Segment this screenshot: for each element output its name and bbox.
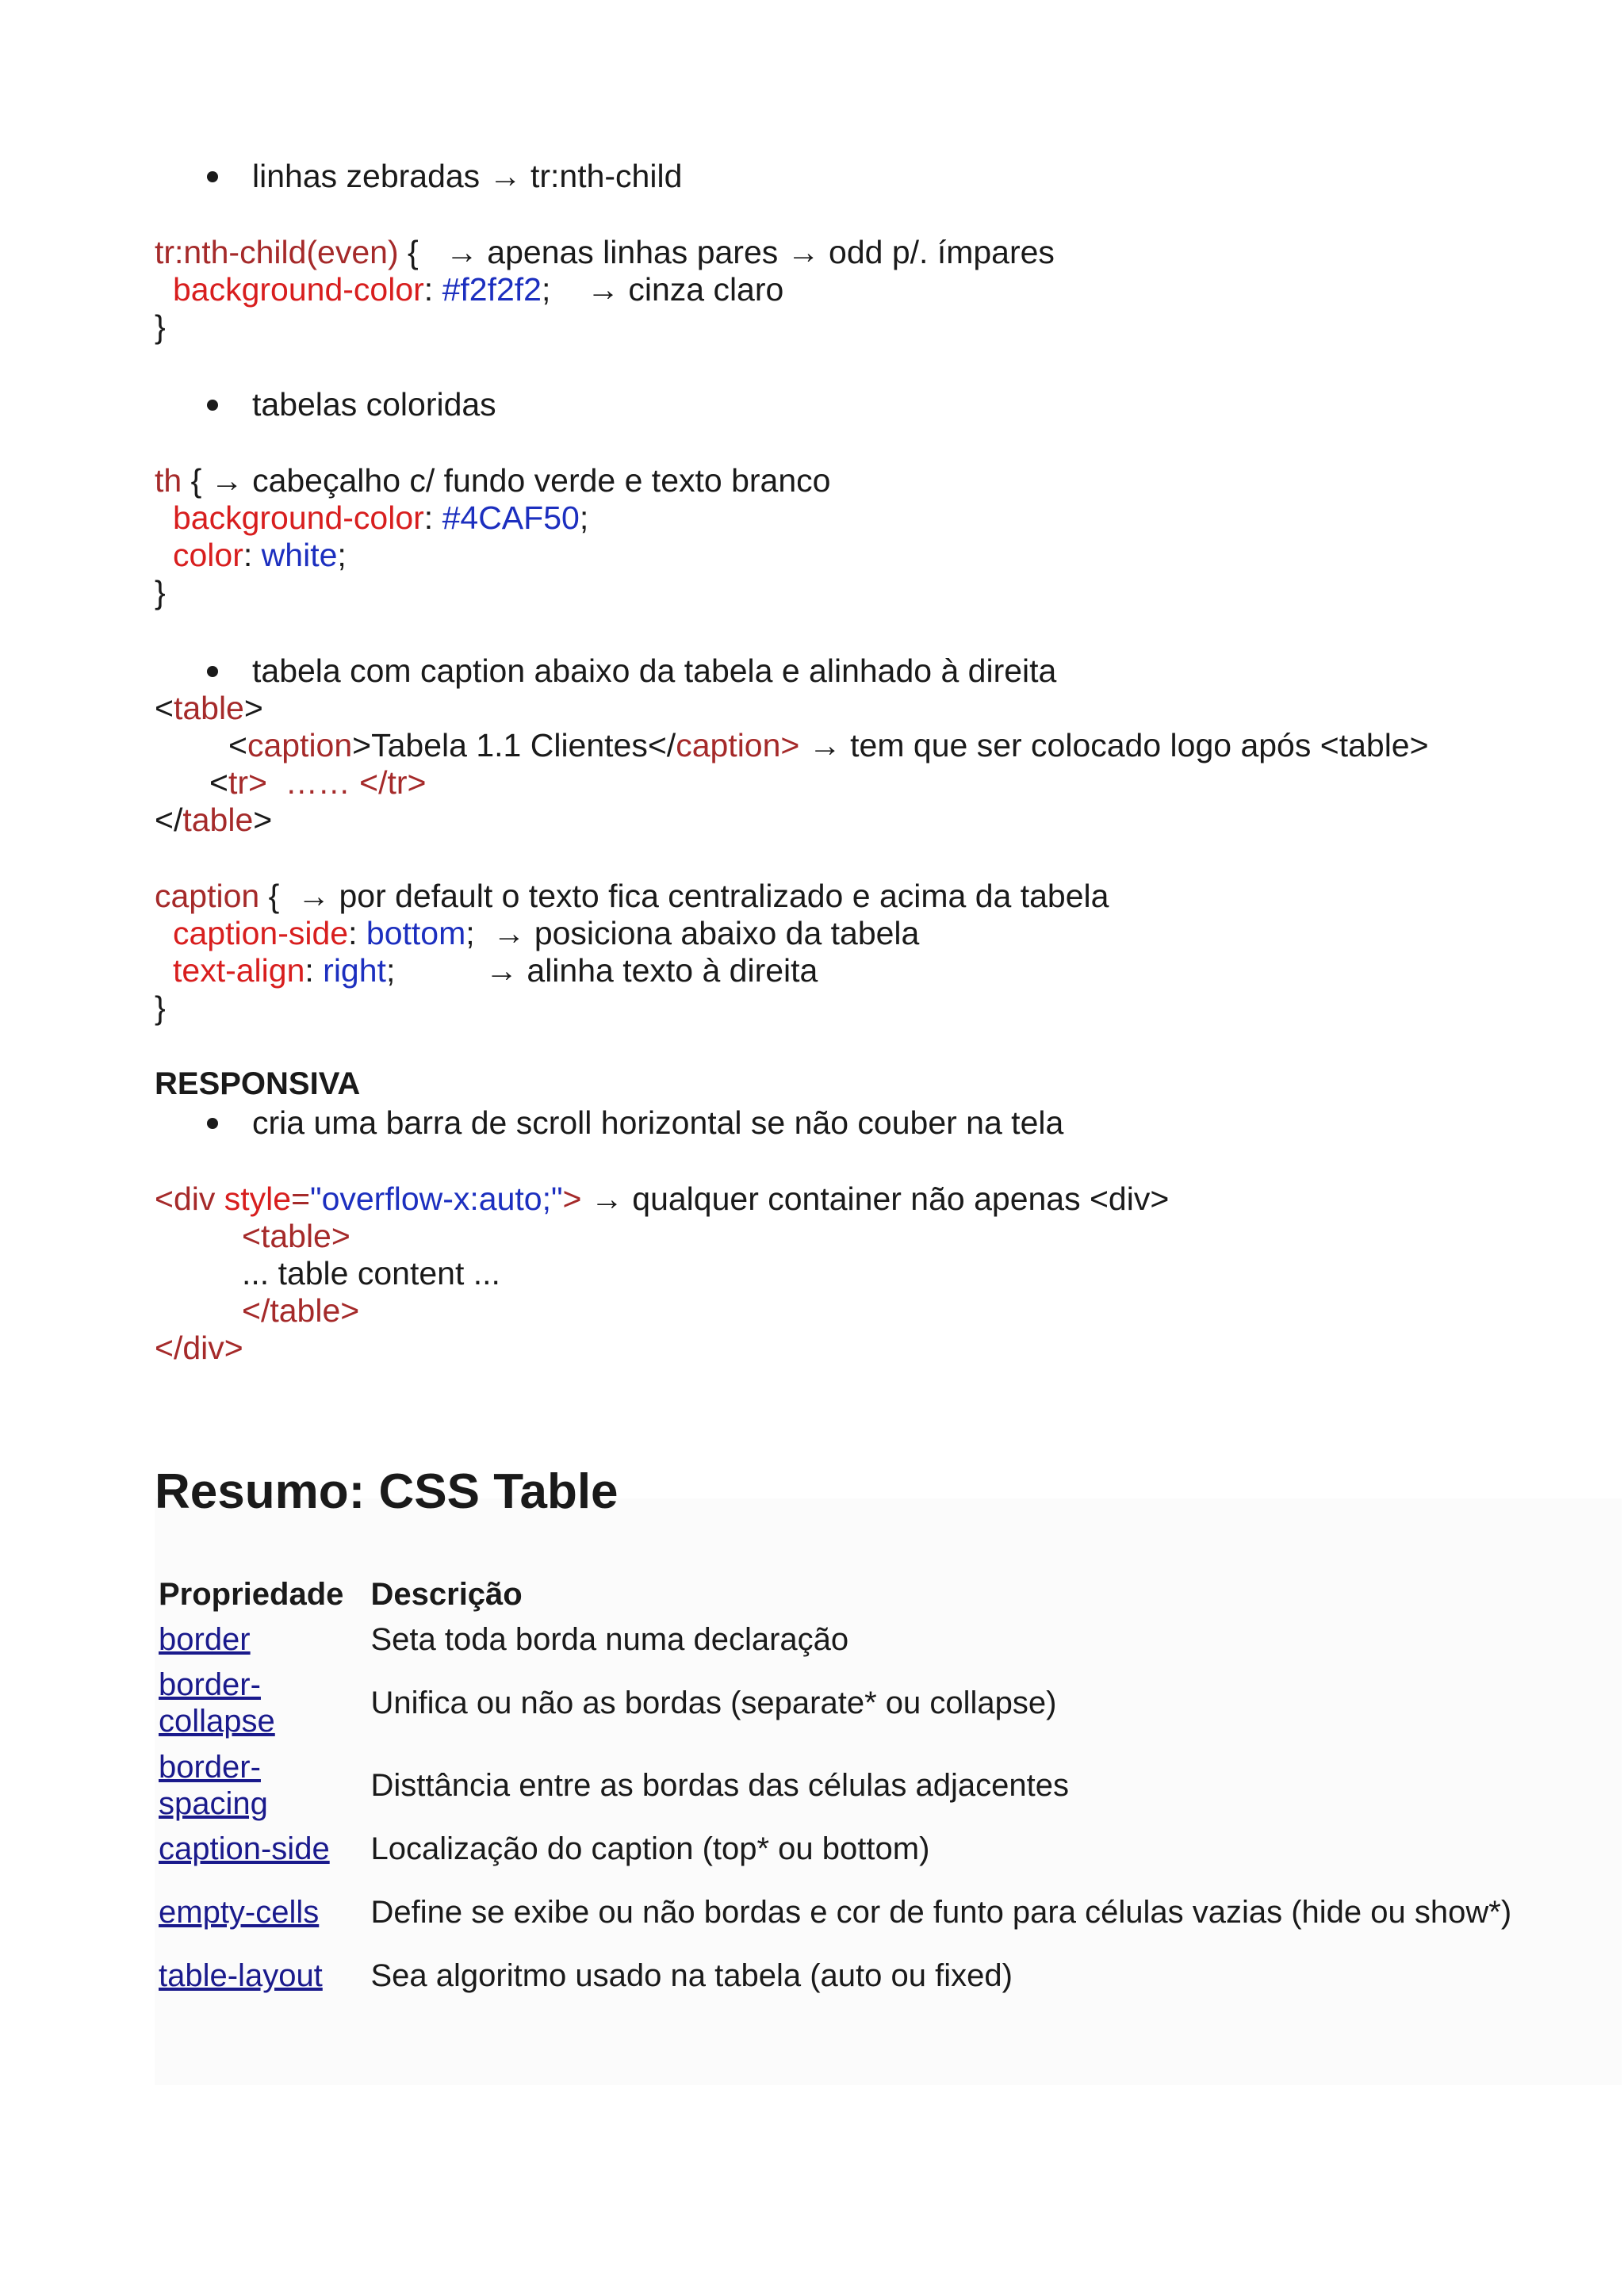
property-cell bbox=[157, 1617, 370, 1662]
description-cell: Unifica ou não as bordas (separate* ou collapse) bbox=[370, 1686, 1057, 1720]
html-gt: > bbox=[352, 727, 372, 763]
property-link-caption-side[interactable]: caption-side bbox=[159, 1831, 330, 1866]
property-cell bbox=[157, 1662, 370, 1744]
code-div-close: </div> bbox=[155, 1330, 243, 1366]
description-cell: Seta toda borda numa declaração bbox=[370, 1622, 849, 1657]
code-th-bg-line bbox=[173, 499, 588, 537]
code-table-close bbox=[155, 801, 272, 839]
property-cell bbox=[157, 1744, 370, 1827]
code-note: → cinza claro bbox=[586, 271, 784, 308]
table-row bbox=[157, 1617, 1624, 1662]
code-note: { → cabeçalho c/ fundo verde e texto branco bbox=[182, 462, 831, 499]
css-value: bottom bbox=[366, 915, 466, 951]
css-semicolon: ; bbox=[579, 499, 589, 536]
code-close-brace: } bbox=[155, 308, 166, 345]
html-lt: < bbox=[209, 764, 228, 801]
code-div-open-line bbox=[155, 1180, 1169, 1218]
css-colon: : bbox=[243, 537, 262, 573]
code-note: → alinha texto à direita bbox=[485, 952, 818, 989]
code-zebra-bg-line bbox=[173, 270, 783, 308]
code-close-brace: } bbox=[155, 574, 166, 610]
code-caption-side-line bbox=[173, 914, 919, 952]
summary-title: Resumo: CSS Table bbox=[155, 1464, 619, 1519]
code-th-selector-line bbox=[155, 461, 830, 499]
code-table-open bbox=[155, 689, 263, 727]
code-note: → posiciona abaixo da tabela bbox=[474, 915, 920, 951]
bullet-caption: tabela com caption abaixo da tabela e alinhado à direita bbox=[252, 652, 1057, 689]
css-brace: { bbox=[398, 234, 446, 270]
ellipsis-text: …… bbox=[266, 764, 360, 801]
css-semicolon: ; bbox=[465, 915, 475, 951]
css-selector: tr:nth-child(even) bbox=[155, 234, 399, 270]
bullet-icon bbox=[207, 1118, 218, 1129]
code-note: → apenas linhas pares → odd p/. ímpares bbox=[445, 234, 1055, 270]
html-close-tag: </tr> bbox=[359, 764, 427, 801]
css-semicolon: ; bbox=[385, 952, 396, 989]
code-table-open: <table> bbox=[242, 1218, 350, 1254]
property-link-table-layout[interactable]: table-layout bbox=[159, 1958, 323, 1993]
html-gt: > bbox=[248, 764, 267, 801]
html-gt: > bbox=[562, 1181, 582, 1217]
css-value: white bbox=[261, 537, 338, 573]
property-link-empty-cells[interactable]: empty-cells bbox=[159, 1895, 320, 1930]
description-cell: Sea algoritmo usado na tabela (auto ou fixed) bbox=[370, 1958, 1013, 1993]
code-table-content: ... table content ... bbox=[242, 1255, 500, 1292]
css-semicolon: ; bbox=[337, 537, 347, 573]
code-zebra-selector-line bbox=[155, 233, 1055, 271]
css-selector: th bbox=[155, 462, 182, 499]
css-colon: : bbox=[423, 499, 442, 536]
css-property: caption bbox=[173, 915, 278, 951]
css-colon: : bbox=[304, 952, 324, 989]
property-cell bbox=[157, 1954, 370, 1998]
code-caption-line bbox=[228, 726, 1429, 764]
code-note: { → por default o texto fica centralizado e acima da tabela bbox=[259, 878, 1109, 914]
html-tag: tr bbox=[228, 764, 248, 801]
header-propriedade: Propriedade bbox=[159, 1577, 344, 1612]
html-equals: = bbox=[291, 1181, 311, 1217]
css-selector: caption bbox=[155, 878, 260, 914]
css-value: #4CAF50 bbox=[442, 499, 580, 536]
summary-table bbox=[157, 1576, 1624, 1998]
bullet-zebra: linhas zebradas → tr:nth-child bbox=[252, 158, 683, 194]
table-row bbox=[157, 1662, 1624, 1744]
html-tag: caption bbox=[247, 727, 353, 763]
code-th-color-line bbox=[173, 536, 347, 574]
bullet-icon bbox=[207, 400, 218, 411]
html-attribute: style bbox=[224, 1181, 292, 1217]
table-header-row bbox=[157, 1576, 1624, 1617]
property-cell bbox=[157, 1871, 370, 1954]
html-lt: < bbox=[155, 690, 174, 726]
code-note: → tem que ser colocado logo após <table> bbox=[799, 727, 1429, 763]
css-semicolon: ; bbox=[541, 271, 587, 308]
code-note: → qualquer container não apenas <div> bbox=[581, 1181, 1170, 1217]
html-gt: > bbox=[243, 690, 263, 726]
css-value: right bbox=[323, 952, 386, 989]
bullet-responsive: cria uma barra de scroll horizontal se não couber na tela bbox=[252, 1104, 1064, 1141]
code-table-close: </table> bbox=[242, 1292, 360, 1329]
html-lt: </ bbox=[647, 727, 676, 763]
property-link-border[interactable]: border bbox=[159, 1622, 251, 1657]
table-row bbox=[157, 1954, 1624, 1998]
header-descricao: Descrição bbox=[370, 1577, 523, 1612]
table-row bbox=[157, 1744, 1624, 1827]
code-tr-line bbox=[209, 763, 426, 802]
css-property: -align bbox=[225, 952, 305, 989]
property-cell bbox=[157, 1827, 370, 1871]
property-link-border-spacing[interactable]: border-spacing bbox=[159, 1750, 268, 1821]
html-gt: > bbox=[780, 727, 800, 763]
bullet-icon bbox=[207, 171, 218, 182]
code-close-brace: } bbox=[155, 989, 166, 1026]
table-row bbox=[157, 1827, 1624, 1871]
css-colon: : bbox=[423, 271, 442, 308]
code-caption-selector-line bbox=[155, 877, 1109, 915]
css-colon: : bbox=[348, 915, 366, 951]
html-lt: </ bbox=[155, 802, 183, 838]
css-property: color bbox=[173, 537, 243, 573]
css-property: -side bbox=[278, 915, 349, 951]
css-property: text bbox=[173, 952, 226, 989]
css-value: #f2f2f2 bbox=[442, 271, 542, 308]
bullet-colored: tabelas coloridas bbox=[252, 386, 496, 423]
table-row bbox=[157, 1871, 1624, 1954]
html-lt: < bbox=[228, 727, 247, 763]
bullet-icon bbox=[207, 666, 218, 677]
caption-text: Tabela 1.1 Clientes bbox=[371, 727, 648, 763]
section-heading-responsiva: RESPONSIVA bbox=[155, 1066, 361, 1101]
description-cell: Localização do caption (top* ou bottom) bbox=[370, 1831, 930, 1866]
html-attribute-value: "overflow-x:auto;" bbox=[310, 1181, 563, 1217]
html-tag: <div bbox=[155, 1181, 224, 1217]
html-tag: table bbox=[182, 802, 254, 838]
css-property: background-color bbox=[173, 271, 424, 308]
description-cell: Disttância entre as bordas das células adjacentes bbox=[370, 1768, 1070, 1803]
css-property: background-color bbox=[173, 499, 424, 536]
description-cell: Define se exibe ou não bordas e cor de funto para células vazias (hide ou show*) bbox=[370, 1895, 1512, 1930]
html-tag: caption bbox=[676, 727, 781, 763]
property-link-border-collapse[interactable]: border-collapse bbox=[159, 1667, 275, 1739]
html-gt: > bbox=[253, 802, 273, 838]
code-text-align-line bbox=[173, 951, 395, 989]
html-tag: table bbox=[173, 690, 244, 726]
